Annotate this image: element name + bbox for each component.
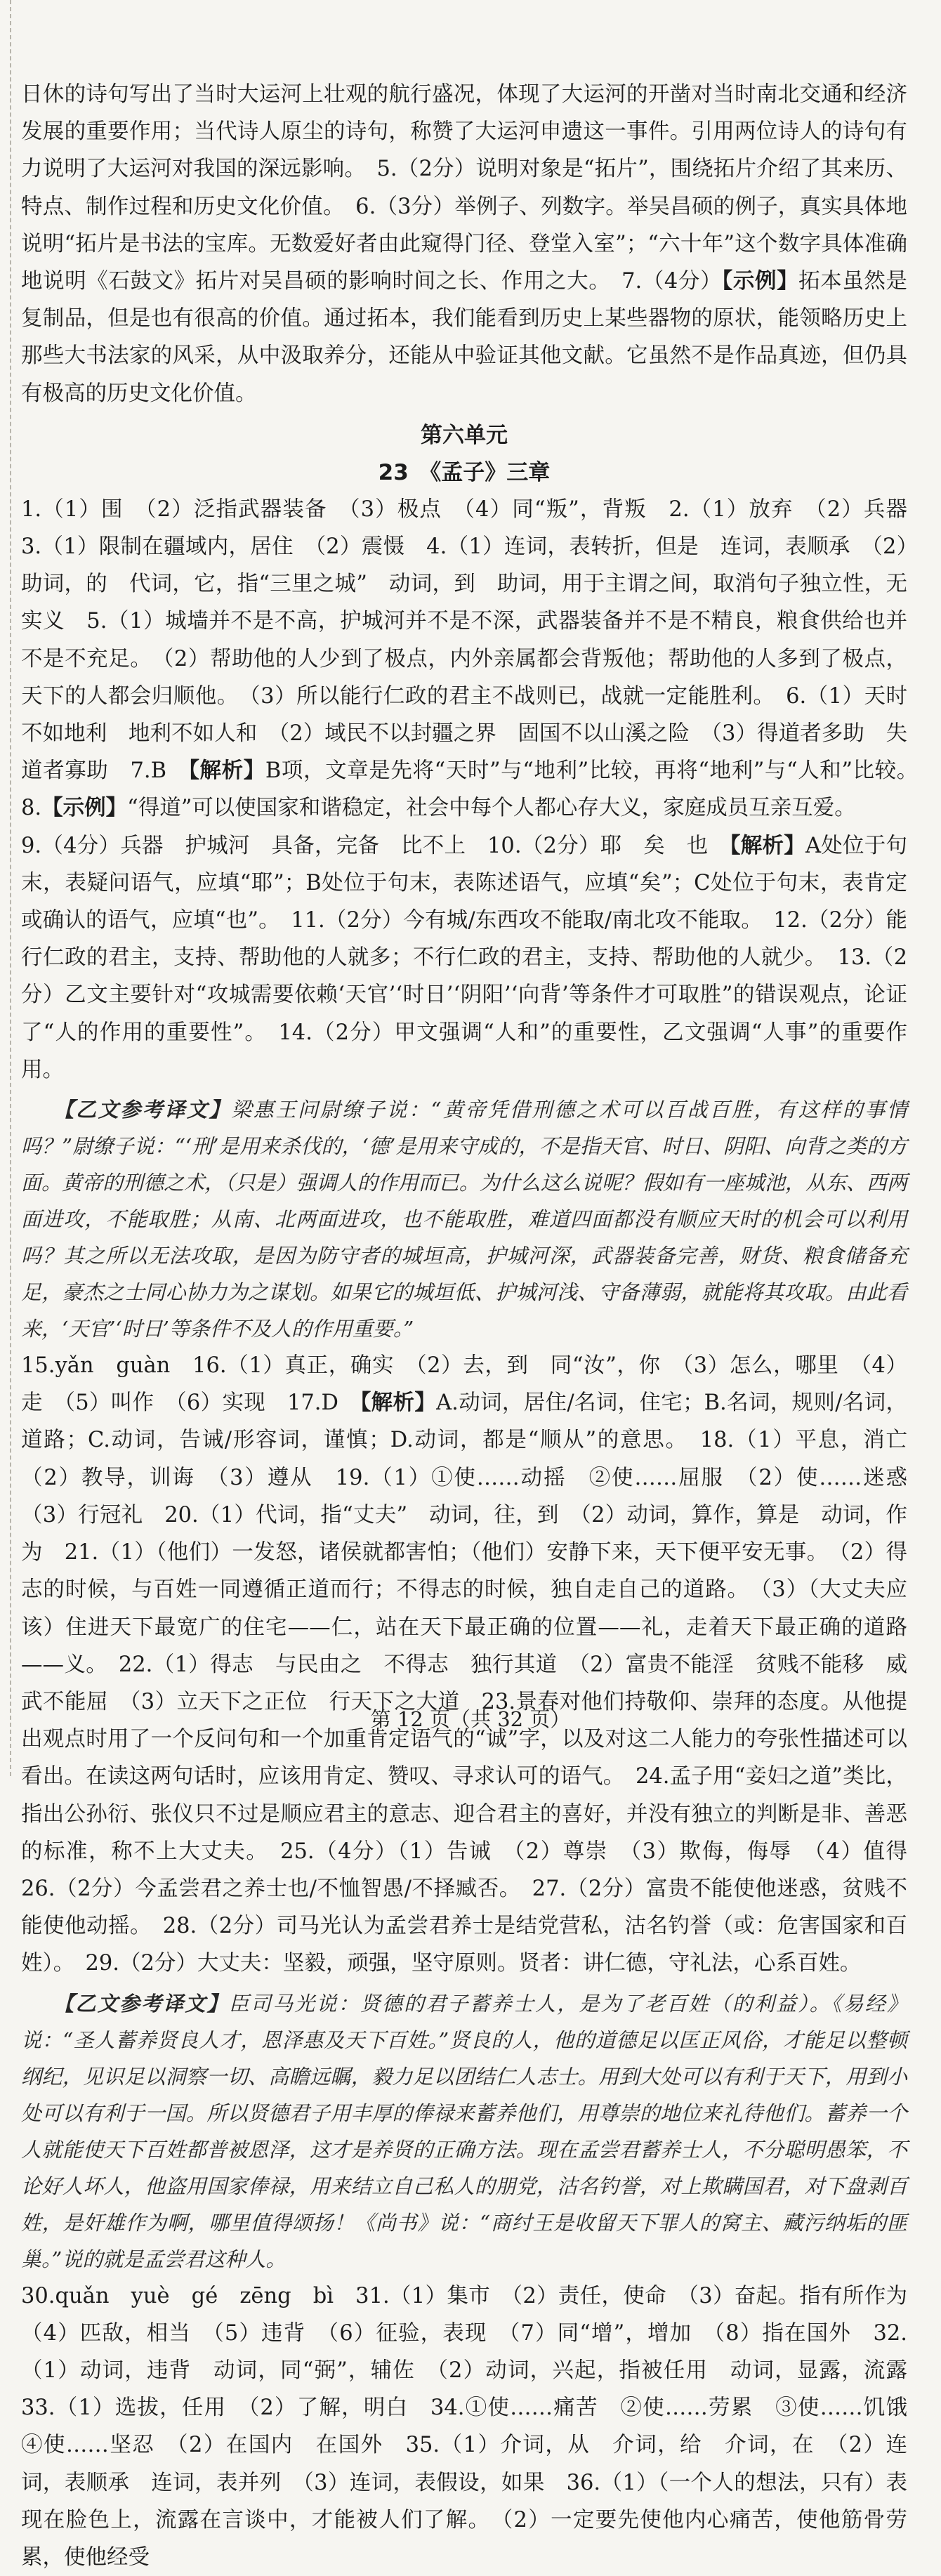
answers-block-2	[21, 827, 907, 1089]
intro-paragraph	[21, 76, 907, 412]
translation-text: 梁惠王问尉缭子说：“黄帝凭借刑德之术可以百战百胜，有这样的事情吗？”尉缭子说：“‘刑’是用来杀伐的，‘德’是用来守成的，不是指天官、时日、阴阳、向背之类的方面。黄帝的刑德之术，（只是）强调人的作用而已。为什么这么说呢？假如有一座城池，从东、西两面进攻，不能取胜；从南、北两面进攻，也不能取胜，难道四面都没有顺应天时的机会可以利用吗？其之所以无法攻取，是因为防守者的城垣高，护城河深，武器装备完善，财货、粮食储备充足，豪杰之士同心协力为之谋划。如果它的城垣低、护城河浅、守备薄弱，就能将其攻取。由此看来，‘天官’‘时日’等条件不及人的作用重要。”	[21, 1098, 907, 1341]
page-number-footer: 第 12 页（共 32 页）	[370, 1707, 571, 1731]
example-tag: 【示例】	[41, 796, 128, 821]
translation-text: 臣司马光说：贤德的君子蓄养士人，是为了老百姓（的利益）。《易经》说：“圣人蓄养贤良人才，恩泽惠及天下百姓。”贤良的人，他的道德足以匡正风俗，才能足以整顿纲纪，见识足以洞察一切、高瞻远瞩，毅力足以团结仁人志士。用到大处可以有利于天下，用到小处可以有利于一国。所以贤德君子用丰厚的俸禄来蓄养他们，用尊崇的地位来礼待他们。蓄养一个人就能使天下百姓都普被恩泽，这才是养贤的正确方法。现在孟尝君蓄养士人，不分聪明愚笨，不论好人坏人，他盗用国家俸禄，用来结立自己私人的朋党，沽名钓誉，对上欺瞒国君，对下盘剥百姓，是奸雄作为啊，哪里值得颂扬！《尚书》说：“商纣王是收留天下罪人的窝主、藏污纳垢的匪巢。”说的就是孟尝君这种人。	[21, 1991, 907, 2271]
answers-text: 1.（1）围 （2）泛指武器装备 （3）极点 （4）同“叛”，背叛 2.（1）放弃 （2）兵器 3.（1）限制在疆域内，居住 （2）震慑 4.（1）连词，表转折，但是 连词，表顺承 （2）助词，的 代词，它，指“三里之城” 动词，到 助词，用于主谓之间，取消句子独立性，无实义 5.（1）城墙并不是不高，护城河并不是不深，武器装备并不是不精良，粮食供给也并不是不充足。 （2）帮助他的人少到了极点，内外亲属都会背叛他；帮助他的人多到了极点，天下的人都会归顺他。 （3）所以能行仁政的君主不战则已，战就一定能胜利。 6.（1）天时不如地利 地利不如人和 （2）域民不以封疆之界 固国不以山溪之险 （3）得道者多助 失道者寡助 7.B	[21, 497, 929, 784]
binding-margin-line	[10, 0, 11, 1776]
answers-text: A处位于句末，表疑问语气，应填“耶”；B处位于句末，表陈述语气，应填“矣”；C处位于句末，表肯定或确认的语气，应填“也”。 11.（2分）今有城/东西攻不能取/南北攻不能取。 12.（2分）能行仁政的君主，支持、帮助他的人就多；不行仁政的君主，支持、帮助他的人就少。 13.（2分）乙文主要针对“攻城需要依赖‘天官’‘时日’‘阴阳’‘向背’等条件才可取胜”的错误观点，论证了“人的作用的重要性”。 14.（2分）甲文强调“人和”的重要性，乙文强调“人事”的重要作用。	[21, 833, 907, 1082]
unit-title: 第六单元	[421, 422, 508, 448]
intro-text-tail: 拓本虽然是复制品，但是也有很高的价值。通过拓本，我们能看到历史上某些器物的原状，能领略历史上那些大书法家的风采，从中汲取养分，还能从中验证其他文献。它虽然不是作品真迹，但仍具有极高的历史文化价值。	[21, 269, 907, 406]
answers-text: 15.yǎn guàn 16.（1）真正，确实 （2）去，到 同“汝”，你 （3）怎么，哪里 （4）走 （5）叫作 （6）实现 17.D	[21, 1353, 907, 1416]
translation-tag: 【乙文参考译文】	[53, 1098, 232, 1122]
translation-tag: 【乙文参考译文】	[53, 1991, 229, 2016]
answers-text: A.动词，居住/名词，住宅；B.名词，规则/名词，道路；C.动词，告诫/形容词，谨慎；D.动词，都是“顺从”的意思。 18.（1）平息，消亡 （2）教导，训诲 （3）遵从 19.（1）①使……动摇 ②使……屈服 （2）使……迷惑 （3）行冠礼 20.（1）代词，指“丈夫” 动词，往，到 （2）动词，算作，算是 动词，作为 21.（1）（他们）一发怒，诸侯就都害怕；（他们）安静下来，天下便平安无事。 （2）得志的时候，与百姓一同遵循正道而行；不得志的时候，独自走自己的道路。 （3）（大丈夫应该）住进天下最宽广的住宅——仁，站在天下最正确的位置——礼，走着天下最正确的道路——义。 22.（1）得志 与民由之 不得志 独行其道 （2）富贵不能淫 贫贱不能移 威武不能屈 （3）立天下之正位 行天下之大道 23.景春对他们持敬仰、崇拜的态度。从他提出观点时用了一个反问句和一个加重肯定语气的“诚”字，以及对这二人能力的夸张性描述可以看出。在读这两句话时，应该用肯定、赞叹、寻求认可的语气。 24.孟子用“妾妇之道”类比，指出公孙衍、张仪只不过是顺应君主的意志、迎合君主的喜好，并没有独立的判断是非、善恶的标准，称不上大丈夫。 25.（4分）（1）告诫 （2）尊崇 （3）欺侮，侮辱 （4）值得 26.（2分）今孟尝君之养士也/不恤智愚/不择臧否。 27.（2分）富贵不能使他迷惑，贫贱不能使他动摇。 28.（2分）司马光认为孟尝君养士是结党营私，沽名钓誉（或：危害国家和百姓）。 29.（2分）大丈夫：坚毅，顽强，坚守原则。贤者：讲仁德，守礼法，心系百姓。	[21, 1391, 929, 1976]
intro-text: 日休的诗句写出了当时大运河上壮观的航行盛况，体现了大运河的开凿对当时南北交通和经济发展的重要作用；当代诗人原尘的诗句，称赞了大运河申遗这一事件。引用两位诗人的诗句有力说明了大运河对我国的深远影响。 5.（2分）说明对象是“拓片”，围绕拓片介绍了其来历、特点、制作过程和历史文化价值。 6.（3分）举例子、列数字。举吴昌硕的例子，真实具体地说明“拓片是书法的宝库。无数爱好者由此窥得门径、登堂入室”；“六十年”这个数字具体准确地说明《石鼓文》拓片对吴昌硕的影响时间之长、作用之大。 7.（4分）	[21, 82, 907, 294]
answers-text: 9.（4分）兵器 护城河 具备，完备 比不上 10.（2分）耶 矣 也	[21, 833, 730, 858]
translation-block-1	[21, 1091, 907, 1347]
answer-page	[21, 76, 929, 2576]
example-tag: 【示例】	[722, 269, 799, 294]
answers-block-3	[21, 1347, 929, 1982]
answers-text: B项，文章是先将“天时”与“地利”比较，再将“地利”与“人和”比较。 8.	[21, 758, 929, 821]
answers-block-1	[21, 491, 929, 827]
analysis-tag: 【解析】	[188, 758, 265, 784]
translation-block-2	[21, 1985, 907, 2278]
answers-text: “得道”可以使国家和谐稳定，社会中每个人都心存大义，家庭成员互亲互爱。	[127, 796, 856, 821]
lesson-title: 23 《孟子》三章	[378, 459, 551, 485]
analysis-tag: 【解析】	[360, 1391, 437, 1416]
analysis-tag: 【解析】	[730, 833, 805, 858]
answers-block-4: 30.quǎn yuè gé zēng bì 31.（1）集市 （2）责任，使命 （3）奋起。指有所作为 （4）匹敌，相当 （5）违背 （6）征验，表现 （7）同“增”，增加 （8）指在国外 32.（1）动词，违背 动词，同“弼”，辅佐 （2）动词，兴起，指被任用 动词，显露，流露 33.（1）选拔，任用 （2）了解，明白 34.①使……痛苦 ②使……劳累 ③使……饥饿 ④使……坚忍 （2）在国内 在国外 35.（1）介词，从 介词，给 介词，在 （2）连词，表顺承 连词，表并列 （3）连词，表假设，如果 36.（1）（一个人的想法，只有）表现在脸色上，流露在言谈中，才能被人们了解。 （2）一定要先使他内心痛苦，使他筋骨劳累，使他经受	[21, 2283, 929, 2570]
